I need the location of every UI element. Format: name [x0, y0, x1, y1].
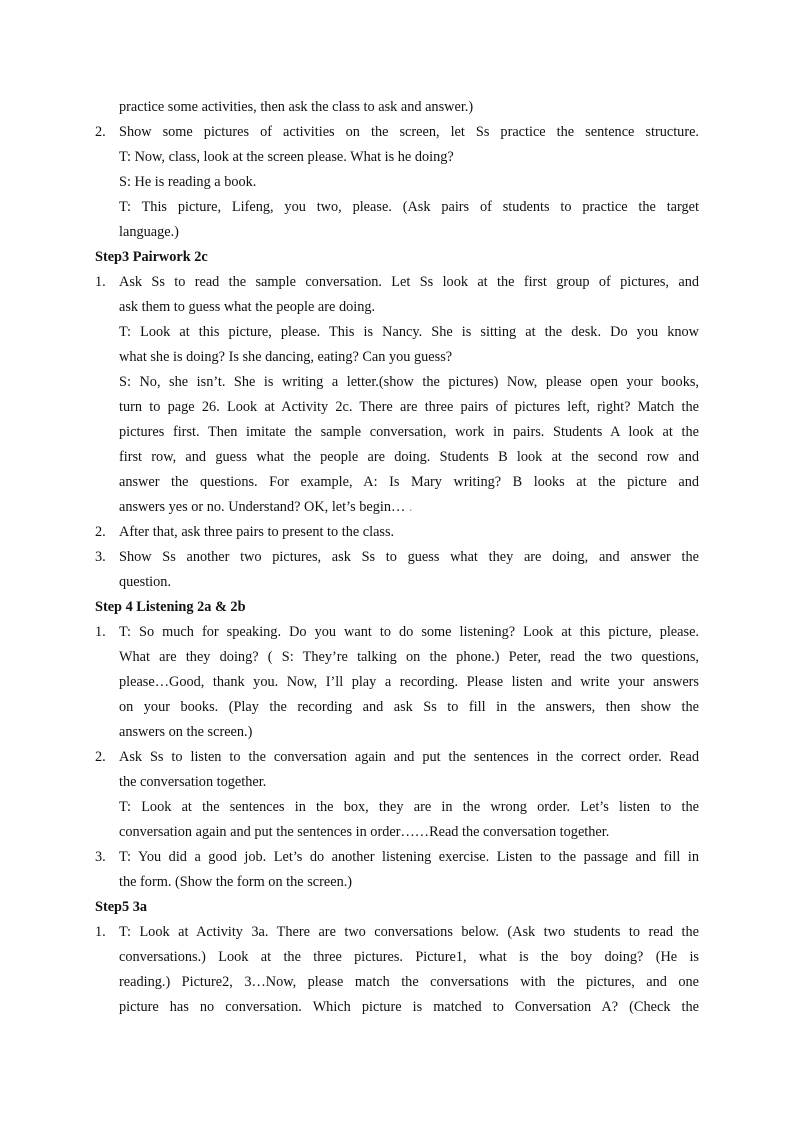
line-text: What are they doing? ( S: They’re talking on the phone.) Peter, read the two questions,	[119, 649, 699, 665]
text-line	[95, 95, 699, 120]
line-text: T: This picture, Lifeng, you two, please. (Ask pairs of students to practice the target	[119, 199, 699, 215]
text-line	[95, 470, 699, 495]
list-number: 2.	[95, 749, 106, 765]
document-page	[95, 95, 699, 1020]
list-number: 3.	[95, 549, 106, 565]
text-line	[95, 770, 699, 795]
line-text: practice some activities, then ask the class to ask and answer.)	[119, 99, 474, 115]
text-line	[95, 995, 699, 1020]
list-number: 1.	[95, 624, 106, 640]
text-line	[95, 320, 699, 345]
line-text: please…Good, thank you. Now, I’ll play a recording. Please listen and write your answers	[119, 674, 699, 690]
text-line	[95, 345, 699, 370]
list-number: 2.	[95, 524, 106, 540]
list-item	[95, 845, 699, 870]
line-text: answers yes or no. Understand? OK, let’s begin…	[119, 499, 406, 515]
list-item	[95, 620, 699, 645]
line-text: reading.) Picture2, 3…Now, please match the conversations with the pictures, and one	[119, 974, 699, 990]
line-text: Show some pictures of activities on the screen, let Ss practice the sentence structure.	[119, 124, 699, 140]
text-line	[95, 970, 699, 995]
text-line	[95, 220, 699, 245]
line-text: T: Look at the sentences in the box, they are in the wrong order. Let’s listen to the	[119, 799, 699, 815]
line-text: Ask Ss to read the sample conversation. Let Ss look at the first group of pictures, and	[119, 274, 699, 290]
line-text: pictures first. Then imitate the sample conversation, work in pairs. Students A look at the	[119, 424, 699, 440]
text-line	[95, 445, 699, 470]
text-line	[95, 670, 699, 695]
line-text: T: So much for speaking. Do you want to do some listening? Look at this picture, please.	[119, 624, 699, 640]
text-line	[95, 945, 699, 970]
line-text: picture has no conversation. Which picture is matched to Conversation A? (Check the	[119, 999, 699, 1015]
text-line	[95, 170, 699, 195]
section-heading: Step3 Pairwork 2c	[95, 249, 208, 265]
line-text: conversations.) Look at the three pictures. Picture1, what is the boy doing? (He is	[119, 949, 699, 965]
text-line	[95, 695, 699, 720]
text-line	[95, 870, 699, 895]
list-number: 3.	[95, 849, 106, 865]
text-line	[95, 395, 699, 420]
list-item	[95, 270, 699, 295]
section-heading: Step5 3a	[95, 899, 148, 915]
line-text: answer the questions. For example, A: Is Mary writing? B looks at the picture and	[119, 474, 699, 490]
list-item	[95, 920, 699, 945]
list-number: 2.	[95, 124, 106, 140]
list-item	[95, 120, 699, 145]
text-line	[95, 820, 699, 845]
line-text: the form. (Show the form on the screen.)	[119, 874, 353, 890]
line-text: T: Look at this picture, please. This is Nancy. She is sitting at the desk. Do you know	[119, 324, 699, 340]
line-text: question.	[119, 574, 172, 590]
ellipsis-mark: .	[405, 499, 413, 515]
list-item	[95, 745, 699, 770]
line-text: what she is doing? Is she dancing, eating? Can you guess?	[119, 349, 453, 365]
line-text: S: No, she isn’t. She is writing a letter.(show the pictures) Now, please open your books,	[119, 374, 699, 390]
line-text: Ask Ss to listen to the conversation again and put the sentences in the correct order. Read	[119, 749, 699, 765]
text-line	[95, 795, 699, 820]
section-heading: Step 4 Listening 2a & 2b	[95, 599, 246, 615]
text-line	[95, 195, 699, 220]
text-line	[95, 420, 699, 445]
line-text: language.)	[119, 224, 179, 240]
list-number: 1.	[95, 924, 106, 940]
list-item	[95, 520, 699, 545]
line-text: T: Now, class, look at the screen please. What is he doing?	[119, 149, 454, 165]
text-line	[95, 645, 699, 670]
text-line	[95, 570, 699, 595]
line-text: turn to page 26. Look at Activity 2c. There are three pairs of pictures left, right? Match the	[119, 399, 699, 415]
text-line	[95, 495, 699, 520]
line-text: ask them to guess what the people are doing.	[119, 299, 376, 315]
line-text: After that, ask three pairs to present to the class.	[119, 524, 395, 540]
line-text: first row, and guess what the people are doing. Students B look at the second row and	[119, 449, 699, 465]
line-text: conversation again and put the sentences in order……Read the conversation together.	[119, 824, 610, 840]
line-text: on your books. (Play the recording and ask Ss to fill in the answers, then show the	[119, 699, 699, 715]
line-text: T: Look at Activity 3a. There are two conversations below. (Ask two students to read the	[119, 924, 699, 940]
line-text: S: He is reading a book.	[119, 174, 257, 190]
line-text: the conversation together.	[119, 774, 267, 790]
line-text: T: You did a good job. Let’s do another listening exercise. Listen to the passage and fill in	[119, 849, 699, 865]
text-line	[95, 145, 699, 170]
line-text: Show Ss another two pictures, ask Ss to guess what they are doing, and answer the	[119, 549, 699, 565]
text-line	[95, 370, 699, 395]
list-number: 1.	[95, 274, 106, 290]
line-text: answers on the screen.)	[119, 724, 253, 740]
text-line	[95, 295, 699, 320]
list-item	[95, 545, 699, 570]
text-line	[95, 720, 699, 745]
